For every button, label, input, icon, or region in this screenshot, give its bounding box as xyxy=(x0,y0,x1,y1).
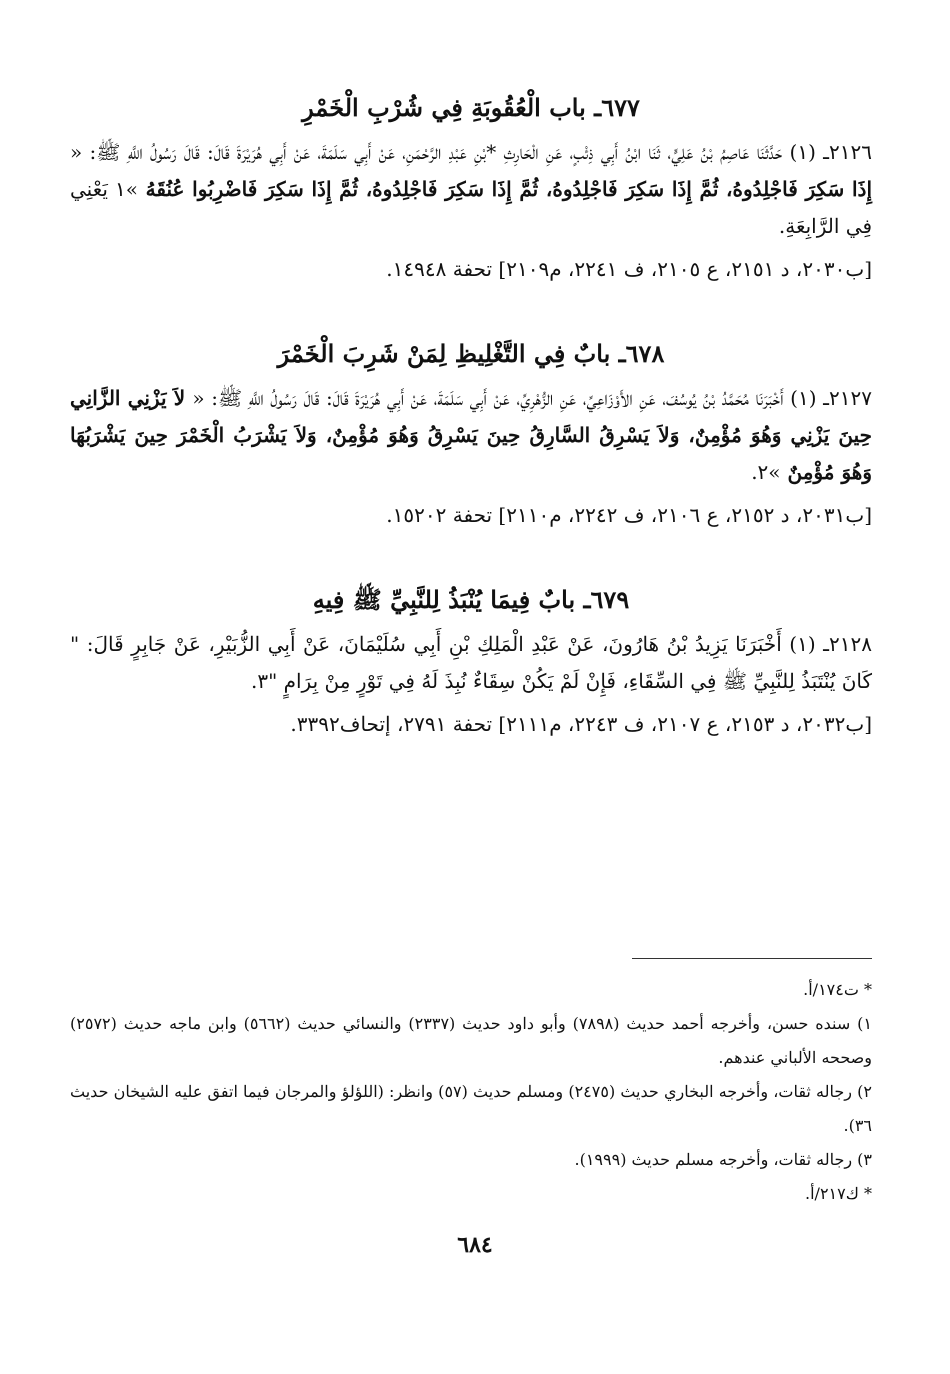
chapter-title: ٦٧٩ـ بابٌ فِيمَا يُنْبَذُ لِلنَّبِيِّ ﷺ فِيهِ xyxy=(312,585,630,614)
page-number: ٦٨٤ xyxy=(457,1232,493,1258)
footnote-item: * ت١٧٤/أ. xyxy=(803,980,872,999)
source-references: [ب٢٠٣٢، د ٢١٥٣، ع ٢١٠٧، ف ٢٢٤٣، م٢١١١] تحفة ٢٧٩١، إتحاف٣٣٩٢. xyxy=(290,712,872,736)
hadith-text xyxy=(70,380,872,491)
source-references: [ب٢٠٣١، د ٢١٥٢، ع ٢١٠٦، ف ٢٢٤٢، م٢١١٠] تحفة ١٥٢٠٢. xyxy=(386,503,872,527)
footnote-item: ١) سنده حسن، وأخرجه أحمد حديث (٧٨٩٨) وأبو داود حديث (٢٣٣٧) والنسائي حديث (٥٦٦٢) وابن ماجه حديث (٢٥٧٢) وصححه الألباني عندهم. xyxy=(70,1014,873,1067)
chapter-title: ٦٧٨ـ بابٌ فِي التَّغْلِيظِ لِمَنْ شَرِبَ الْخَمْرَ xyxy=(277,339,665,368)
chapter-title: ٦٧٧ـ باب الْعُقُوبَةِ فِي شُرْبِ الْخَمْرِ xyxy=(302,93,640,122)
section-678 xyxy=(70,334,872,534)
source-references: [ب٢٠٣٠، د ٢١٥١، ع ٢١٠٥، ف ٢٢٤١، م٢١٠٩] تحفة ١٤٩٤٨. xyxy=(386,257,872,281)
footnote-item: * ك٢١٧/أ. xyxy=(805,1184,872,1203)
hadith-text xyxy=(70,626,872,700)
footnotes xyxy=(70,958,872,1211)
section-677 xyxy=(70,88,872,288)
hadith-isnad: ٢١٢٧ـ (١) أَخْبَرَنَا مُحَمَّدُ بْنُ يُوسُفَ، عَنِ الأَوْزَاعِيِّ، عَنِ الزُّهْرِيِّ، عَنْ أَبِي سَلَمَةَ، عَنْ أَبِي هُرَيْرَةَ قَالَ: قَالَ رَسُولُ اللَّهِ ﷺ: « xyxy=(192,386,872,410)
page-body xyxy=(70,88,872,789)
hadith-isnad: ٢١٢٨ـ (١) أَخْبَرَنَا يَزِيدُ بْنُ هَارُونَ، عَنْ عَبْدِ الْمَلِكِ بْنِ أَبِي سُلَيْمَانَ، عَنْ أَبِي الزُّبَيْرِ، عَنْ جَابِرٍ قَالَ: " كَانَ يُنْتَبَذُ لِلنَّبِيِّ ﷺ فِي السِّقَاءِ، فَإِنْ لَمْ يَكُنْ سِقَاءٌ نُبِذَ لَهُ فِي تَوْرٍ مِنْ بِرَامٍ "٣. xyxy=(70,632,872,693)
footnote-list xyxy=(70,973,872,1211)
hadith-isnad: ٢١٢٦ـ (١) حَدَّثَنَا عَاصِمُ بْنُ عَلِيٍّ، ثَنَا ابْنُ أَبِي ذِئْبٍ، عَنِ الْحَارِثِ *بْنِ عَبْدِ الرَّحْمَنِ، عَنْ أَبِي سَلَمَةَ، عَنْ أَبِي هُرَيْرَةَ قَالَ: قَالَ رَسُولُ اللَّهِ ﷺ: « xyxy=(70,140,872,164)
hadith-tail: »١ يَعْنِي فِي الرَّابِعَةِ. xyxy=(70,177,872,238)
footnote-item: ٢) رجاله ثقات، وأخرجه البخاري حديث (٢٤٧٥) ومسلم حديث (٥٧) وانظر: (اللؤلؤ والمرجان فيما اتفق عليه الشيخان حديث ٣٦). xyxy=(70,1082,872,1135)
hadith-tail: »٢. xyxy=(751,460,781,484)
hadith-matn: إِذَا سَكِرَ فَاجْلِدُوهُ، ثُمَّ إِذَا سَكِرَ فَاجْلِدُوهُ، ثُمَّ إِذَا سَكِرَ فَاجْلِدُوهُ، ثُمَّ إِذَا سَكِرَ فَاضْرِبُوا عُنُقَهُ xyxy=(138,177,872,201)
footnote-item: ٣) رجاله ثقات، وأخرجه مسلم حديث (١٩٩٩). xyxy=(574,1150,872,1169)
hadith-matn: لاَ يَزْنِي الزَّانِي حِينَ يَزْنِي وَهُوَ مُؤْمِنٌ، وَلاَ يَسْرِقُ السَّارِقُ حِينَ يَسْرِقُ وَهُوَ مُؤْمِنٌ، وَلاَ يَشْرَبُ الْخَمْرَ حِينَ يَشْرَبُهَا وَهُوَ مُؤْمِنٌ xyxy=(70,386,872,484)
section-679 xyxy=(70,580,872,743)
footnote-divider xyxy=(632,958,872,959)
hadith-text xyxy=(70,134,872,245)
